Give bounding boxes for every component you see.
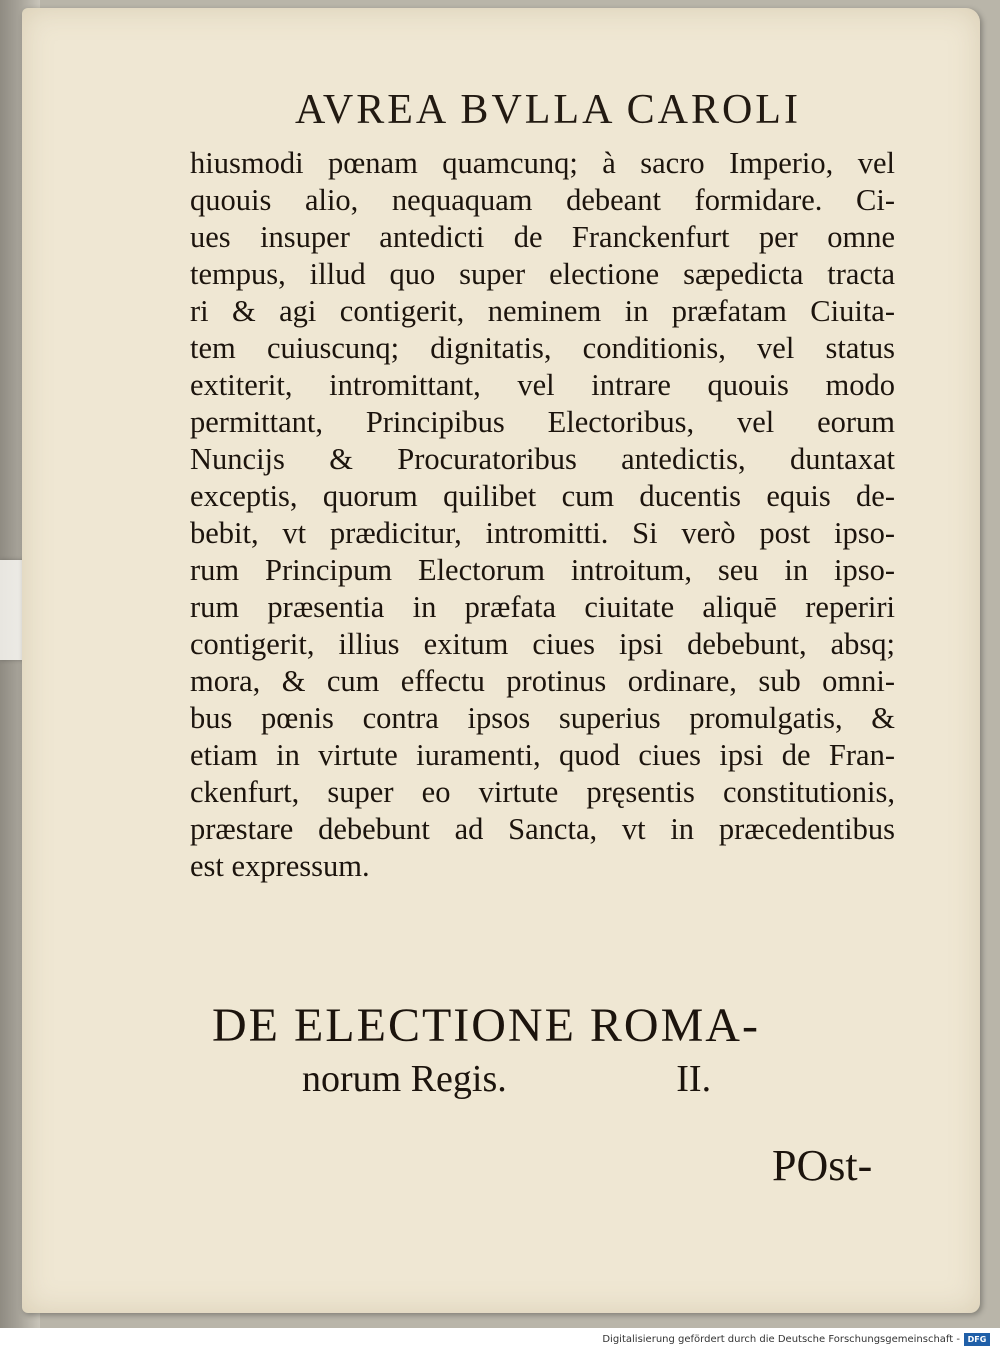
text-line: bebit, vt prædicitur, intromitti. Si verò post ipso- (190, 516, 895, 550)
chapter-title-line1: DE ELECTIONE ROMA- (212, 999, 760, 1052)
text-line: contigerit, illius exitum ciues ipsi debebunt, absq; (190, 627, 895, 661)
text-line: tem cuiuscunq; dignitatis, conditionis, vel status (190, 331, 895, 365)
chapter-title-line2-text: norum Regis. (302, 1058, 507, 1100)
chapter-number: II. (676, 1058, 712, 1100)
text-line: etiam in virtute iuramenti, quod ciues ipsi de Fran- (190, 738, 895, 772)
footer-credit: Digitalisierung gefördert durch die Deutsche Forschungsgemeinschaft - (602, 1334, 960, 1345)
text-line: rum præsentia in præfata ciuitate aliquē reperiri (190, 590, 895, 624)
running-head: AVREA BVLLA CAROLI (295, 87, 801, 133)
text-line: hiusmodi pœnam quamcunq; à sacro Imperio, vel (190, 146, 895, 180)
text-line: ckenfurt, super eo virtute pręsentis constitutionis, (190, 775, 895, 809)
text-line: est expressum. (190, 849, 370, 883)
chapter-title-line2 (302, 1057, 892, 1101)
catchword: POst- (772, 1141, 873, 1190)
text-line: rum Principum Electorum introitum, seu in ipso- (190, 553, 895, 587)
text-line: ri & agi contigerit, neminem in præfatam Ciuita- (190, 294, 895, 328)
body-text (190, 145, 895, 885)
text-line: permittant, Principibus Electoribus, vel eorum (190, 405, 895, 439)
text-line: bus pœnis contra ipsos superius promulgatis, & (190, 701, 895, 735)
text-line: extiterit, intromittant, vel intrare quouis modo (190, 368, 895, 402)
text-line: Nuncijs & Procuratoribus antedictis, duntaxat (190, 442, 895, 476)
text-line: quouis alio, nequaquam debeant formidare. Ci- (190, 183, 895, 217)
text-line: ues insuper antedicti de Franckenfurt per omne (190, 220, 895, 254)
text-line: mora, & cum effectu protinus ordinare, sub omni- (190, 664, 895, 698)
dfg-logo: DFG (964, 1333, 990, 1346)
footer-bar (0, 1328, 1000, 1351)
text-line: exceptis, quorum quilibet cum ducentis equis de- (190, 479, 895, 513)
text-line: tempus, illud quo super electione sæpedicta tracta (190, 257, 895, 291)
chapter-heading (212, 998, 892, 1101)
text-line: præstare debebunt ad Sancta, vt in præcedentibus (190, 812, 895, 846)
